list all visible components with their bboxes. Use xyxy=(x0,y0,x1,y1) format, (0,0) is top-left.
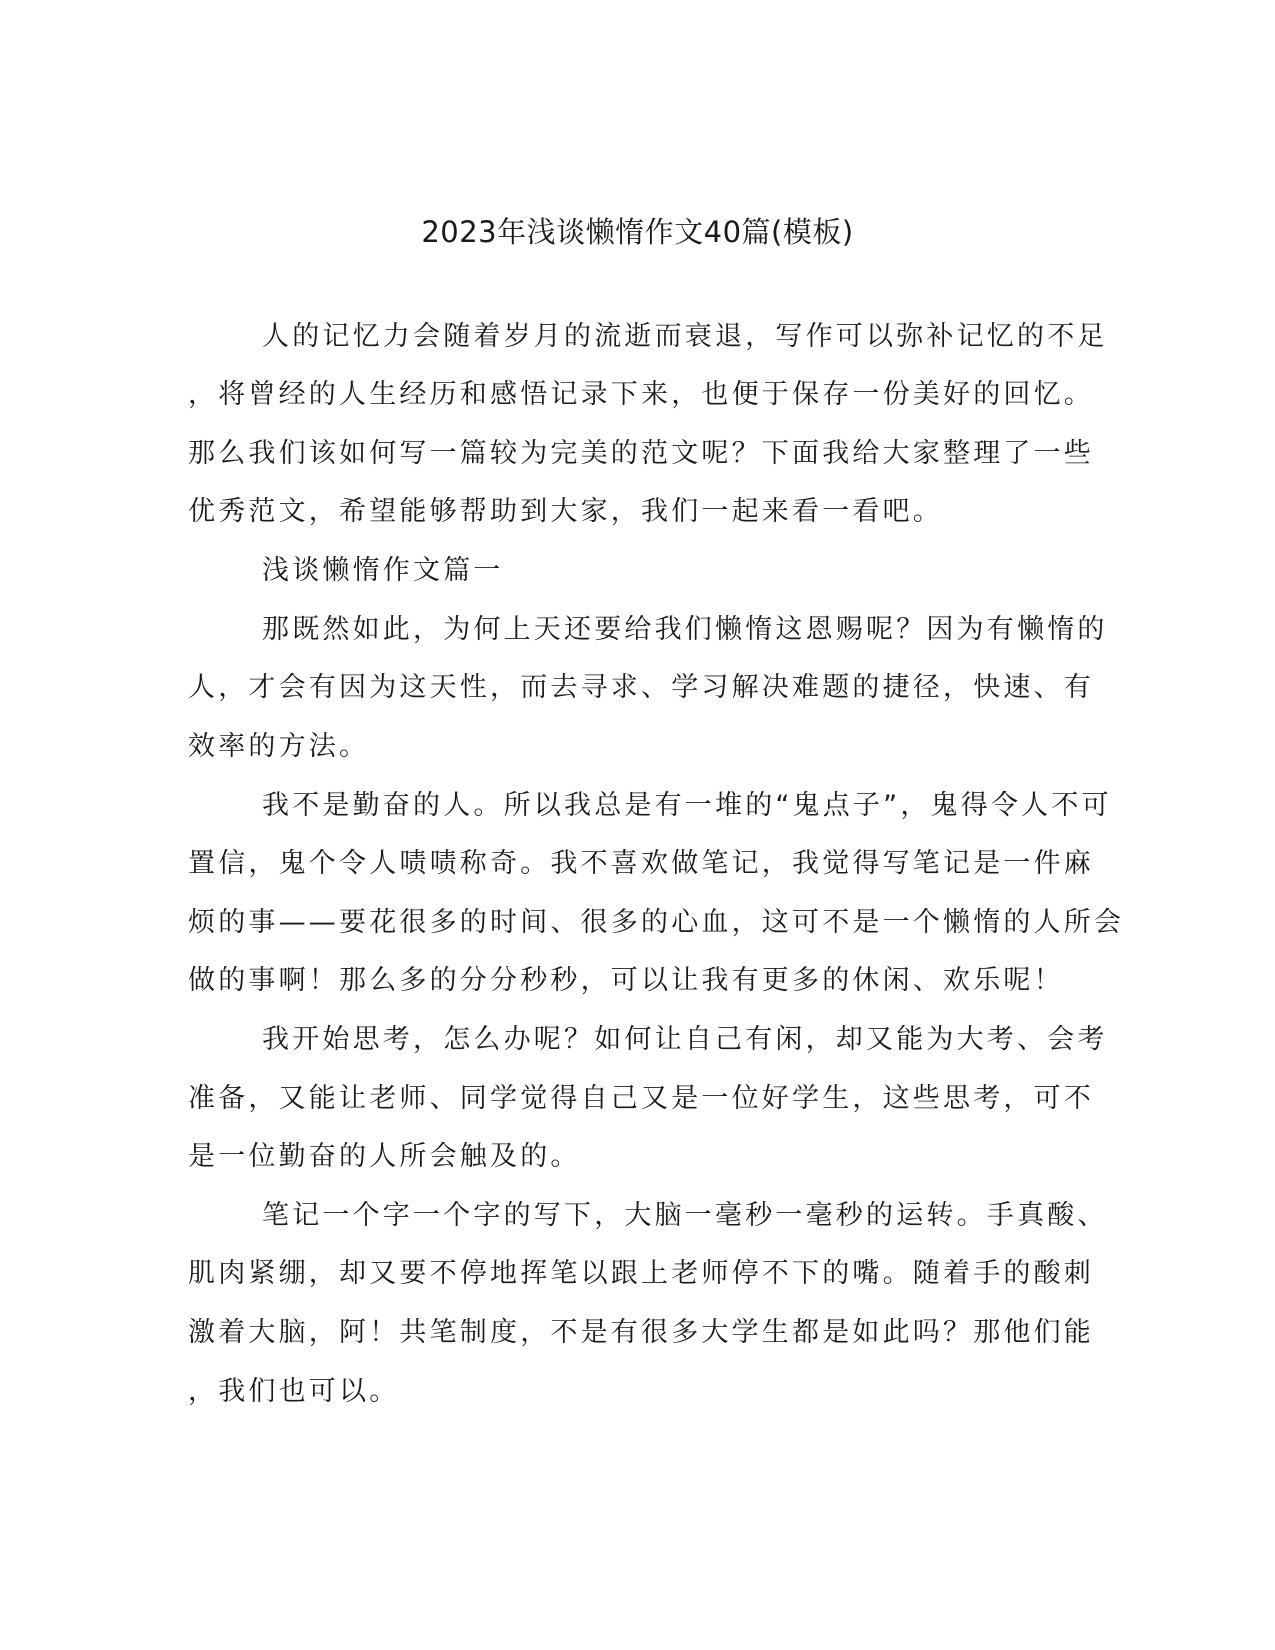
paragraph-line: ，我们也可以。 xyxy=(188,1376,400,1407)
paragraph-line: 人，才会有因为这天性，而去寻求、学习解决难题的捷径，快速、有 xyxy=(188,672,1094,703)
paragraph-line: 置信，鬼个令人啧啧称奇。我不喜欢做笔记，我觉得写笔记是一件麻 xyxy=(188,848,1094,879)
section-heading: 浅谈懒惰作文篇一 xyxy=(262,555,504,586)
paragraph-line: 激着大脑，阿！共笔制度，不是有很多大学生都是如此吗？那他们能 xyxy=(188,1317,1094,1348)
paragraph-line: 效率的方法。 xyxy=(188,731,370,762)
paragraph-line: 是一位勤奋的人所会触及的。 xyxy=(188,1141,581,1172)
paragraph-line: 那既然如此，为何上天还要给我们懒惰这恩赐呢？因为有懒惰的 xyxy=(262,614,1108,645)
paragraph-line: 人的记忆力会随着岁月的流逝而衰退，写作可以弥补记忆的不足 xyxy=(262,321,1108,352)
paragraph-line: 我开始思考，怎么办呢？如何让自己有闲，却又能为大考、会考 xyxy=(262,1024,1108,1055)
paragraph-line: 那么我们该如何写一篇较为完美的范文呢？下面我给大家整理了一些 xyxy=(188,438,1094,469)
paragraph-line: 准备，又能让老师、同学觉得自己又是一位好学生，这些思考，可不 xyxy=(188,1083,1094,1114)
paragraph-line: 我不是勤奋的人。所以我总是有一堆的“鬼点子”，鬼得令人不可 xyxy=(262,790,1112,821)
paragraph-line: 笔记一个字一个字的写下，大脑一毫秒一毫秒的运转。手真酸、 xyxy=(262,1200,1108,1231)
paragraph-line: 肌肉紧绷，却又要不停地挥笔以跟上老师停不下的嘴。随着手的酸刺 xyxy=(188,1258,1094,1289)
paragraph-line: 做的事啊！那么多的分分秒秒，可以让我有更多的休闲、欢乐呢！ xyxy=(188,965,1064,996)
document-title: 2023年浅谈懒惰作文40篇(模板) xyxy=(421,215,854,249)
paragraph-line: ，将曾经的人生经历和感悟记录下来，也便于保存一份美好的回忆。 xyxy=(188,379,1094,410)
paragraph-line: 烦的事——要花很多的时间、很多的心血，这可不是一个懒惰的人所会 xyxy=(188,907,1125,938)
paragraph-line: 优秀范文，希望能够帮助到大家，我们一起来看一看吧。 xyxy=(188,496,943,527)
